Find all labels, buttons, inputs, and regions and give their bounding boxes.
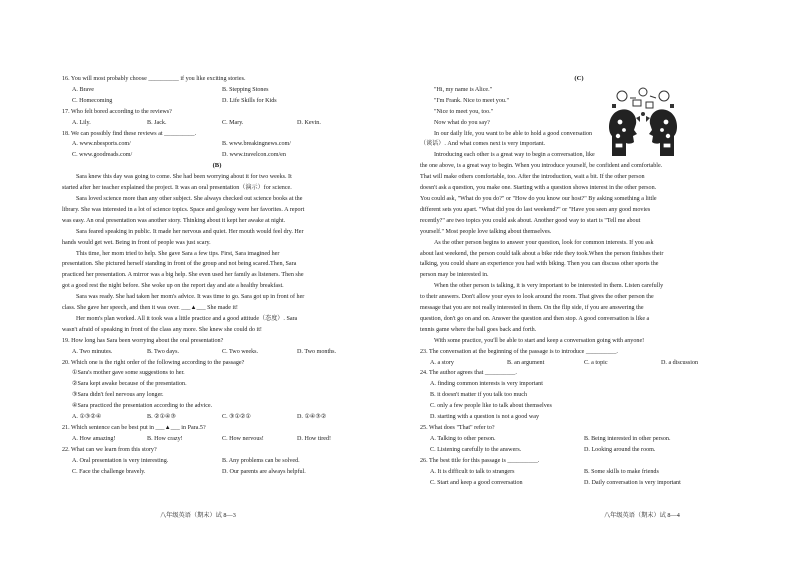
question-stem: 21. Which sentence can be best put in ___▲___ in Para.5? <box>62 425 206 431</box>
passage-line: was easy. An oral presentation was another story. Thinking about it kept her awake at night. <box>62 217 286 224</box>
passage-line: "I'm Frank. Nice to meet you." <box>434 97 509 104</box>
passage-line: You could ask, "What do you do?" or "How do you know our host?" By asking something a little <box>420 195 657 202</box>
answer-option: A. It is difficult to talk to strangers <box>430 468 515 475</box>
passage-line: tennis game where the ball goes back and forth. <box>420 326 537 333</box>
answer-option: A. Lily. <box>72 119 91 126</box>
passage-line: wasn't afraid of speaking in front of the class any more. She knew she could do it! <box>62 326 262 333</box>
answer-option: C. a topic <box>584 359 608 366</box>
answer-option: D. Looking around the room. <box>584 446 656 453</box>
answer-option: B. ②①④③ <box>147 414 176 421</box>
question-stem: 25. What does "That" refer to? <box>420 425 495 431</box>
answer-option: A. Talking to other person. <box>430 435 496 442</box>
answer-option: B. it doesn't matter if you talk too much <box>430 392 528 399</box>
question-stem: 22. What can we learn from this story? <box>62 446 157 453</box>
answer-option: ①Sara's mother gave some suggestions to her. <box>72 370 185 377</box>
answer-option: A. Two minutes. <box>72 348 113 355</box>
answer-options-row <box>420 445 738 456</box>
answer-option: D. www.travelcon.com/en <box>222 152 286 159</box>
passage-line: Now what do you say? <box>434 119 490 126</box>
passage-line: Sara was ready. She had taken her mom's advice. It was time to go. Sara got up in front of her <box>76 294 305 301</box>
passage-line: presentation. She pictured herself standing in front of the group and not being scared.Then, Sara <box>62 261 297 268</box>
passage-line: Sara feared speaking in public. It made her nervous and quiet. Her mouth would feel dry. Her <box>76 228 304 235</box>
answer-option: C. Face the challenge bravely. <box>72 468 146 475</box>
answer-option: C. Listening carefully to the answers. <box>430 446 522 453</box>
passage-line: hands would get wet. Being in front of people was just scary. <box>62 239 211 246</box>
answer-option: A. Brave <box>72 86 94 93</box>
passage-line: class. She gave her speech, and then it was over. ___▲___ She made it! <box>62 305 238 312</box>
passage-line: about last weekend, the person could talk about a bike ride they took.When the person finishes their <box>420 250 664 257</box>
answer-option: D. Two months. <box>297 348 337 355</box>
answer-option: B. Being interested in other person. <box>584 435 671 442</box>
passage-line: In our daily life, you want to be able to hold a good conversation <box>434 130 593 137</box>
answer-option: ③Sara didn't feel nervous any longer. <box>72 392 164 399</box>
passage-line: "Nice to meet you, too." <box>434 108 494 115</box>
question-stem: 20. Which one is the right order of the following according to the passage? <box>62 359 245 366</box>
answer-option: D. a discussion <box>661 359 699 366</box>
passage-line: When the other person is talking, it is very important to be interested in them. Listen carefully <box>434 283 664 290</box>
passage-line: "Hi, my name is Alice." <box>434 86 493 93</box>
question-stem: 18. We can possibly find these reviews at __________. <box>62 130 197 137</box>
section-heading: (C) <box>574 75 584 82</box>
answer-option: C. How nervous! <box>222 435 264 442</box>
passage-line: library. She was interested in a lot of science topics. Space and geology were her favorites. A report <box>62 206 305 213</box>
passage-line: Sara loved science more than any other subject. She always checked out science books at the <box>76 195 303 202</box>
passage-line: Sara knew this day was going to come. She had been worrying about it for two weeks. It <box>76 174 292 181</box>
answer-options-row <box>62 139 372 150</box>
question-stem: 17. Who felt bored according to the reviews? <box>62 108 172 115</box>
answer-option: A. Oral presentation is very interesting. <box>72 457 169 464</box>
answer-option: C. Homecoming <box>72 97 113 104</box>
passage-line: got a good rest the night before. She woke up on the report day and ate a healthy breakfast. <box>62 283 284 290</box>
passage-line: question, don't go on and on. Answer the question and then stop. A good conversation is like a <box>420 315 650 322</box>
answer-options-row <box>62 434 372 445</box>
answer-option: C. Mary. <box>222 119 244 126</box>
passage-line: Her mom's plan worked. All it took was a little practice and a good attitude（态度）. Sara <box>76 315 298 322</box>
answer-options-row <box>62 467 372 478</box>
answer-options-row <box>420 467 738 478</box>
passage-line: As the other person begins to answer your question, look for common interests. If you ask <box>434 239 654 246</box>
passage-line: different sets you apart. "What did you do last weekend?" or "Have you seen any good movies <box>420 206 651 213</box>
answer-option: D. starting with a question is not a good way <box>430 414 539 421</box>
answer-option: C. Start and keep a good conversation <box>430 479 523 486</box>
passage-line: talking, you could share an experience you had with biking. Then you can discuss other sports the <box>420 261 659 268</box>
answer-options-row <box>62 96 372 107</box>
answer-option: C. www.goodreads.com/ <box>72 152 133 159</box>
answer-option: ②Sara kept awake because of the presentation. <box>72 381 187 388</box>
passage-line: With some practice, you'll be able to start and keep a conversation going with anyone! <box>434 337 645 344</box>
answer-options-row <box>62 150 372 161</box>
answer-option: ④Sara practiced the presentation according to the advice. <box>72 403 213 410</box>
answer-option: B. Stepping Stones <box>222 86 269 93</box>
passage-line: person may be interested in. <box>420 272 489 279</box>
answer-option: B. an argument <box>507 359 545 366</box>
answer-options-row <box>62 347 372 358</box>
question-stem: 23. The conversation at the beginning of the passage is to introduce __________. <box>420 348 618 355</box>
page-footer-right: 八年级英语（期末）试 8—4 <box>604 512 680 519</box>
answer-option: C. ③①②① <box>222 414 251 421</box>
passage-line: （谈话）. And what comes next is very important. <box>420 141 546 148</box>
answer-option: A. a story <box>430 359 454 366</box>
left-column <box>62 74 372 478</box>
answer-option: D. How tired! <box>297 435 332 442</box>
answer-option: D. Daily conversation is very important <box>584 479 681 486</box>
question-stem: 24. The author agrees that __________. <box>420 370 517 377</box>
question-stem: 26. The best title for this passage is __________. <box>420 457 540 464</box>
passage-line: This time, her mom tried to help. She gave Sara a few tips. First, Sara imagined her <box>76 250 280 257</box>
passage-line: message that you are not really interested in them. On the flip side, if you are answering the <box>420 305 644 312</box>
answer-option: C. Two weeks. <box>222 348 259 355</box>
answer-options-row <box>62 456 372 467</box>
answer-option: D. Kevin. <box>297 119 321 126</box>
passage-line: yourself." Most people love talking about themselves. <box>420 228 552 235</box>
conversation-heads-illustration <box>606 86 680 158</box>
answer-option: B. How crazy! <box>147 435 183 442</box>
answer-options-row <box>62 412 372 423</box>
answer-options-row <box>420 478 738 489</box>
answer-options-row <box>420 434 738 445</box>
answer-option: C. only a few people like to talk about themselves <box>430 403 552 410</box>
passage-line: the one above, is a great way to begin. When you introduce yourself, be confident and comfortable. <box>420 163 663 170</box>
page-footer-left: 八年级英语（期末）试 8—3 <box>160 512 236 519</box>
answer-options-row <box>62 118 372 129</box>
passage-line: That will make others comfortable, too. After the introduction, wait a bit. If the other person <box>420 174 645 181</box>
answer-option: B. Two days. <box>147 348 179 355</box>
section-heading: (B) <box>212 162 222 170</box>
passage-line: Introducing each other is a great way to begin a conversation, like <box>434 152 595 159</box>
answer-option: A. finding common interests is very important <box>430 381 543 388</box>
answer-option: A. How amazing! <box>72 435 116 442</box>
passage-line: doesn't ask a question, you make one. Starting with a question shows interest in the other person. <box>420 185 657 192</box>
answer-option: A. www.nbesports.com/ <box>72 141 131 148</box>
passage-line: to their answers. Don't allow your eyes to look around the room. That gives the other person the <box>420 294 654 301</box>
answer-option: D. Life Skills for Kids <box>222 97 277 104</box>
answer-options-row <box>62 85 372 96</box>
passage-line: practiced her presentation. A mirror was a big help. She even used her family as listeners. Then she <box>62 272 304 279</box>
question-stem: 16. You will most probably choose __________ if you like exciting stories. <box>62 76 246 82</box>
answer-option: B. Jack. <box>147 119 167 126</box>
answer-options-row <box>420 358 738 369</box>
passage-line: recently?" are two topics you could ask about. Another good way to start is "Tell me about <box>420 217 641 224</box>
answer-option: B. www.breakingnews.com/ <box>222 141 291 148</box>
answer-option: D. Our parents are always helpful. <box>222 468 306 475</box>
right-column <box>420 74 738 488</box>
answer-option: A. ①③②④ <box>72 414 102 421</box>
answer-option: B. Any problems can be solved. <box>222 457 300 464</box>
answer-option: D. ①④③② <box>297 414 327 421</box>
answer-option: B. Some skills to make friends <box>584 468 659 475</box>
question-stem: 19. How long has Sara been worrying about the oral presentation? <box>62 337 224 344</box>
passage-line: started after her teacher explained the project. It was an oral presentation（演示）for science. <box>62 185 292 192</box>
